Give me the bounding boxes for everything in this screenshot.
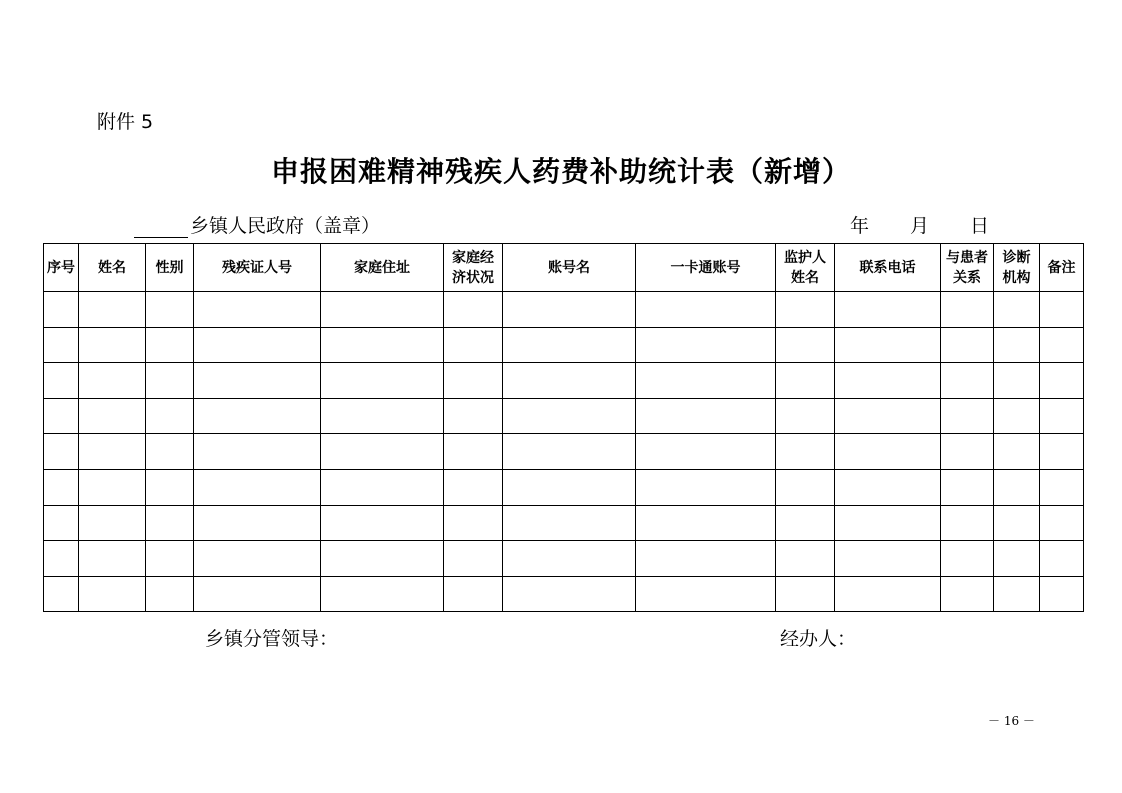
table-cell[interactable] xyxy=(1040,576,1084,612)
attachment-label: 附件 5 xyxy=(97,111,154,133)
date-day: 日 xyxy=(970,215,990,237)
table-cell[interactable] xyxy=(1040,541,1084,577)
table-cell[interactable] xyxy=(1040,398,1084,434)
col-header-disability-cert: 残疾证人号 xyxy=(194,244,321,292)
table-cell[interactable] xyxy=(941,541,994,577)
table-cell[interactable] xyxy=(79,434,146,470)
subsidy-stats-table xyxy=(43,243,1084,612)
table-cell[interactable] xyxy=(1040,469,1084,505)
table-cell[interactable] xyxy=(941,292,994,328)
table-cell[interactable] xyxy=(835,505,941,541)
table-cell[interactable] xyxy=(776,541,835,577)
table-cell[interactable] xyxy=(194,469,321,505)
table-cell[interactable] xyxy=(503,327,636,363)
table-cell[interactable] xyxy=(44,505,79,541)
table-row xyxy=(44,505,1084,541)
table-cell[interactable] xyxy=(636,292,776,328)
table-cell[interactable] xyxy=(994,434,1040,470)
date-year: 年 xyxy=(850,215,870,237)
table-row xyxy=(44,292,1084,328)
gov-label: 乡镇人民政府（盖章） xyxy=(190,215,381,237)
table-cell[interactable] xyxy=(444,576,503,612)
table-cell[interactable] xyxy=(941,434,994,470)
table-cell[interactable] xyxy=(146,469,194,505)
table-cell[interactable] xyxy=(1040,363,1084,399)
table-cell[interactable] xyxy=(776,434,835,470)
table-cell[interactable] xyxy=(503,541,636,577)
table-cell[interactable] xyxy=(941,363,994,399)
table-cell[interactable] xyxy=(321,398,444,434)
table-cell[interactable] xyxy=(444,434,503,470)
table-cell[interactable] xyxy=(79,363,146,399)
table-cell[interactable] xyxy=(146,292,194,328)
handler-signature-label: 经办人： xyxy=(780,628,857,650)
table-cell[interactable] xyxy=(79,398,146,434)
table-cell[interactable] xyxy=(321,505,444,541)
table-cell[interactable] xyxy=(79,292,146,328)
col-header-card-account: 一卡通账号 xyxy=(636,244,776,292)
table-cell[interactable] xyxy=(636,363,776,399)
table-cell[interactable] xyxy=(636,469,776,505)
table-cell[interactable] xyxy=(194,363,321,399)
table-cell[interactable] xyxy=(194,505,321,541)
table-cell[interactable] xyxy=(636,576,776,612)
table-cell[interactable] xyxy=(321,469,444,505)
table-cell[interactable] xyxy=(44,327,79,363)
table-cell[interactable] xyxy=(503,469,636,505)
table-cell[interactable] xyxy=(994,398,1040,434)
table-cell[interactable] xyxy=(146,576,194,612)
col-header-address: 家庭住址 xyxy=(321,244,444,292)
table-cell[interactable] xyxy=(835,398,941,434)
table-cell[interactable] xyxy=(321,327,444,363)
table-cell[interactable] xyxy=(1040,327,1084,363)
table-row xyxy=(44,398,1084,434)
table-cell[interactable] xyxy=(994,469,1040,505)
table-cell[interactable] xyxy=(636,398,776,434)
table-cell[interactable] xyxy=(636,505,776,541)
col-header-serial: 序号 xyxy=(44,244,79,292)
table-cell[interactable] xyxy=(835,327,941,363)
table-cell[interactable] xyxy=(321,434,444,470)
table-cell[interactable] xyxy=(941,398,994,434)
col-header-name: 姓名 xyxy=(79,244,146,292)
page-number: － 16 － xyxy=(988,714,1035,728)
table-cell[interactable] xyxy=(1040,505,1084,541)
col-header-phone: 联系电话 xyxy=(835,244,941,292)
table-cell[interactable] xyxy=(994,541,1040,577)
table-cell[interactable] xyxy=(194,576,321,612)
table-row xyxy=(44,469,1084,505)
table-cell[interactable] xyxy=(194,398,321,434)
table-cell[interactable] xyxy=(146,327,194,363)
col-header-economic-status: 家庭经 济状况 xyxy=(444,244,503,292)
table-cell[interactable] xyxy=(79,505,146,541)
table-cell[interactable] xyxy=(194,541,321,577)
table-cell[interactable] xyxy=(444,327,503,363)
table-cell[interactable] xyxy=(1040,434,1084,470)
table-cell[interactable] xyxy=(444,469,503,505)
table-cell[interactable] xyxy=(146,541,194,577)
table-cell[interactable] xyxy=(44,398,79,434)
table-cell[interactable] xyxy=(503,398,636,434)
table-cell[interactable] xyxy=(503,363,636,399)
table-cell[interactable] xyxy=(44,469,79,505)
table-cell[interactable] xyxy=(503,434,636,470)
township-blank xyxy=(134,217,188,238)
table-cell[interactable] xyxy=(146,363,194,399)
table-cell[interactable] xyxy=(994,292,1040,328)
table-cell[interactable] xyxy=(776,576,835,612)
date-month: 月 xyxy=(910,215,930,237)
table-cell[interactable] xyxy=(321,541,444,577)
leader-signature-label: 乡镇分管领导： xyxy=(205,628,339,650)
table-row xyxy=(44,327,1084,363)
table-cell[interactable] xyxy=(776,327,835,363)
table-cell[interactable] xyxy=(503,292,636,328)
table-cell[interactable] xyxy=(44,292,79,328)
table-cell[interactable] xyxy=(79,576,146,612)
table-cell[interactable] xyxy=(444,505,503,541)
table-row xyxy=(44,541,1084,577)
table-cell[interactable] xyxy=(194,292,321,328)
table-cell[interactable] xyxy=(444,541,503,577)
table-row xyxy=(44,363,1084,399)
table-cell[interactable] xyxy=(194,434,321,470)
table-cell[interactable] xyxy=(835,363,941,399)
table-cell[interactable] xyxy=(776,363,835,399)
col-header-relation: 与患者 关系 xyxy=(941,244,994,292)
table-cell[interactable] xyxy=(44,363,79,399)
table-cell[interactable] xyxy=(321,576,444,612)
table-cell[interactable] xyxy=(321,292,444,328)
table-row xyxy=(44,434,1084,470)
col-header-diagnosis-org: 诊断 机构 xyxy=(994,244,1040,292)
table-cell[interactable] xyxy=(79,469,146,505)
table-cell[interactable] xyxy=(444,363,503,399)
table-cell[interactable] xyxy=(835,576,941,612)
table-cell[interactable] xyxy=(835,292,941,328)
table-cell[interactable] xyxy=(994,363,1040,399)
table-cell[interactable] xyxy=(503,576,636,612)
table-cell[interactable] xyxy=(994,505,1040,541)
page-title: 申报困难精神残疾人药费补助统计表（新增） xyxy=(270,155,851,188)
table-cell[interactable] xyxy=(994,576,1040,612)
table-cell[interactable] xyxy=(321,363,444,399)
table-cell[interactable] xyxy=(44,434,79,470)
table-cell[interactable] xyxy=(1040,292,1084,328)
col-header-guardian-name: 监护人 姓名 xyxy=(776,244,835,292)
table-cell[interactable] xyxy=(444,398,503,434)
table-cell[interactable] xyxy=(636,327,776,363)
table-cell[interactable] xyxy=(994,327,1040,363)
table-cell[interactable] xyxy=(44,576,79,612)
table-cell[interactable] xyxy=(444,292,503,328)
table-cell[interactable] xyxy=(941,469,994,505)
table-cell[interactable] xyxy=(79,327,146,363)
table-cell[interactable] xyxy=(776,292,835,328)
table-cell[interactable] xyxy=(941,327,994,363)
table-cell[interactable] xyxy=(941,576,994,612)
table-cell[interactable] xyxy=(835,434,941,470)
table-cell[interactable] xyxy=(636,434,776,470)
table-row xyxy=(44,576,1084,612)
table-cell[interactable] xyxy=(835,541,941,577)
table-cell[interactable] xyxy=(776,398,835,434)
table-cell[interactable] xyxy=(79,541,146,577)
table-cell[interactable] xyxy=(835,469,941,505)
table-cell[interactable] xyxy=(776,505,835,541)
col-header-remarks: 备注 xyxy=(1040,244,1084,292)
table-cell[interactable] xyxy=(636,541,776,577)
table-cell[interactable] xyxy=(503,505,636,541)
table-cell[interactable] xyxy=(941,505,994,541)
table-cell[interactable] xyxy=(776,469,835,505)
table-cell[interactable] xyxy=(194,327,321,363)
table-cell[interactable] xyxy=(146,505,194,541)
col-header-account-name: 账号名 xyxy=(503,244,636,292)
col-header-gender: 性别 xyxy=(146,244,194,292)
table-cell[interactable] xyxy=(146,434,194,470)
gov-seal-line xyxy=(134,211,380,238)
table-header-row xyxy=(44,244,1084,292)
table-cell[interactable] xyxy=(146,398,194,434)
table-cell[interactable] xyxy=(44,541,79,577)
table-body xyxy=(44,292,1084,612)
